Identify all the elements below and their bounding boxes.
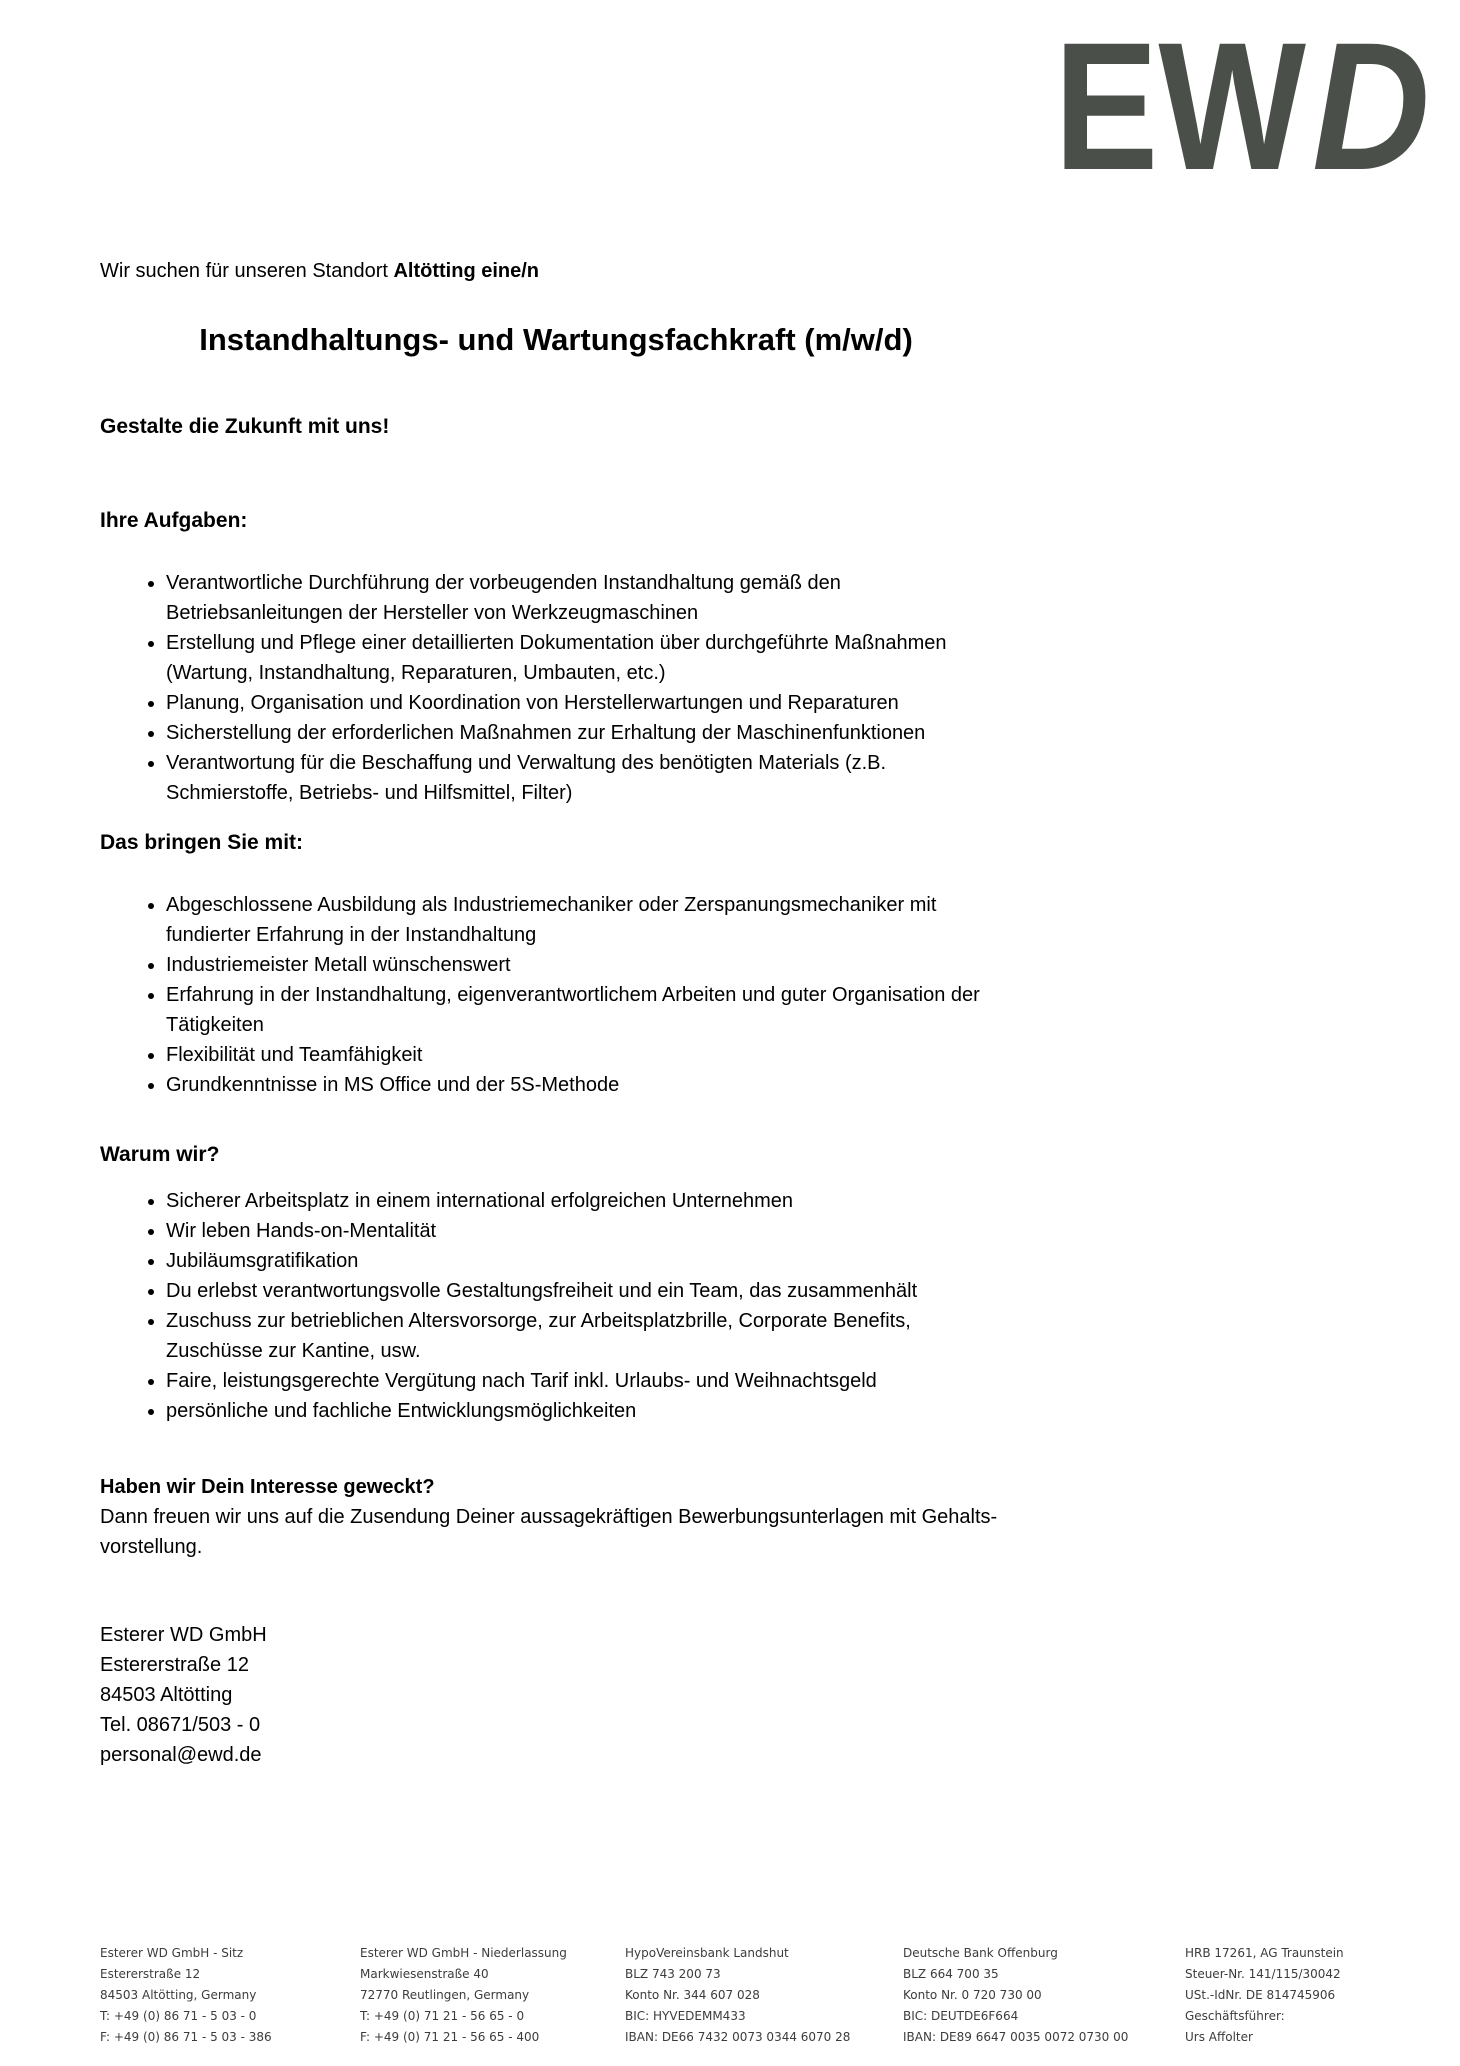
section-benefits-bullet-list [100, 1186, 1012, 1426]
closing-text-line-2: vorstellung. [100, 1536, 203, 1558]
footer-registry-info [1185, 1943, 1445, 2048]
footer-line: F: +49 (0) 86 71 - 5 03 - 386 [100, 2030, 272, 2044]
bullet-item: • Verantwortliche Durchführung der vorbeugenden Instandhaltung gemäß den Betriebsanleitungen der Hersteller von Werkzeugmaschinen [166, 568, 1012, 628]
section-tasks [100, 506, 1012, 808]
footer-line: Urs Affolter [1185, 2030, 1253, 2044]
footer-line: BIC: HYVEDEMM433 [625, 2009, 746, 2023]
intro-location-bold: Altötting eine/n [393, 260, 540, 282]
footer-line: Konto Nr. 344 607 028 [625, 1988, 760, 2002]
footer-line: Geschäftsführer: [1185, 2009, 1285, 2023]
footer-company-hq [100, 1943, 355, 2048]
bullet-item: • Grundkenntnisse in MS Office und der 5S-Methode [166, 1070, 1012, 1100]
section-profile-bullet-list [100, 890, 1012, 1100]
logo-text-ew: EW [1058, 36, 1307, 176]
section-benefits-heading: Warum wir? [100, 1143, 220, 1166]
closing-text-line-1: Dann freuen wir uns auf die Zusendung Deiner aussagekräftigen Bewerbungsunterlagen mit Gehalts- [100, 1506, 998, 1528]
contact-street: Estererstraße 12 [100, 1654, 249, 1676]
bullet-item: • Erfahrung in der Instandhaltung, eigenverantwortlichem Arbeiten und guter Organisation der Tätigkeiten [166, 980, 1012, 1040]
contact-city: 84503 Altötting [100, 1684, 233, 1706]
bullet-item: • Jubiläumsgratifikation [166, 1246, 1012, 1276]
ewd-logo-icon [1058, 36, 1432, 176]
footer-line: Estererstraße 12 [100, 1967, 201, 1981]
footer-line: T: +49 (0) 71 21 - 56 65 - 0 [360, 2009, 525, 2023]
section-tasks-bullet-list [100, 568, 1012, 808]
footer-bank-deutsche-bank [903, 1943, 1180, 2048]
content-column [100, 256, 1012, 1770]
footer-line: Markwiesenstraße 40 [360, 1967, 489, 1981]
footer-line: HypoVereinsbank Landshut [625, 1946, 789, 1960]
intro-regular-text: Wir suchen für unseren Standort [100, 260, 394, 282]
bullet-item: • persönliche und fachliche Entwicklungsmöglichkeiten [166, 1396, 1012, 1426]
bullet-item: • Flexibilität und Teamfähigkeit [166, 1040, 1012, 1070]
section-tasks-heading: Ihre Aufgaben: [100, 509, 248, 532]
bullet-item: • Planung, Organisation und Koordination von Herstellerwartungen und Reparaturen [166, 688, 1012, 718]
footer-line: HRB 17261, AG Traunstein [1185, 1946, 1344, 1960]
ewd-logo [1058, 36, 1432, 176]
closing-block [100, 1472, 1012, 1562]
bullet-item: • Sicherer Arbeitsplatz in einem international erfolgreichen Unternehmen [166, 1186, 1012, 1216]
footer-line: BLZ 664 700 35 [903, 1967, 999, 1981]
logo-text-d: D [1312, 36, 1430, 176]
footer-line: Steuer-Nr. 141/115/30042 [1185, 1967, 1341, 1981]
footer-line: Deutsche Bank Offenburg [903, 1946, 1058, 1960]
footer-branch-office [360, 1943, 620, 2048]
section-benefits [100, 1140, 1012, 1426]
footer-line: IBAN: DE66 7432 0073 0344 6070 28 [625, 2030, 851, 2044]
footer-line: BLZ 743 200 73 [625, 1967, 721, 1981]
bullet-item: • Wir leben Hands-on-Mentalität [166, 1216, 1012, 1246]
bullet-item: • Industriemeister Metall wünschenswert [166, 950, 1012, 980]
footer-line: 72770 Reutlingen, Germany [360, 1988, 530, 2002]
contact-company: Esterer WD GmbH [100, 1624, 267, 1646]
footer-line: IBAN: DE89 6647 0035 0072 0730 00 [903, 2030, 1129, 2044]
bullet-item: • Sicherstellung der erforderlichen Maßnahmen zur Erhaltung der Maschinenfunktionen [166, 718, 1012, 748]
footer-line: Esterer WD GmbH - Niederlassung [360, 1946, 567, 1960]
closing-heading: Haben wir Dein Interesse geweckt? [100, 1476, 435, 1498]
contact-block [100, 1620, 1012, 1770]
footer-line: T: +49 (0) 86 71 - 5 03 - 0 [100, 2009, 257, 2023]
job-title: Instandhaltungs- und Wartungsfachkraft (m/w/d) [199, 322, 913, 357]
bullet-item: • Faire, leistungsgerechte Vergütung nach Tarif inkl. Urlaubs- und Weihnachtsgeld [166, 1366, 1012, 1396]
bullet-item: • Zuschuss zur betrieblichen Altersvorsorge, zur Arbeitsplatzbrille, Corporate Benefits, Zuschüsse zur Kantine, usw. [166, 1306, 1012, 1366]
footer-line: F: +49 (0) 71 21 - 56 65 - 400 [360, 2030, 540, 2044]
intro-line [100, 256, 1012, 286]
footer-line: 84503 Altötting, Germany [100, 1988, 257, 2002]
bullet-item: • Erstellung und Pflege einer detaillierten Dokumentation über durchgeführte Maßnahmen (Wartung, Instandhaltung, Reparaturen, Umbauten, etc.) [166, 628, 1012, 688]
footer-bank-hypovereinsbank [625, 1943, 900, 2048]
contact-email: personal@ewd.de [100, 1744, 262, 1766]
bullet-item: • Abgeschlossene Ausbildung als Industriemechaniker oder Zerspanungsmechaniker mit fundierter Erfahrung in der Instandhaltung [166, 890, 1012, 950]
bullet-item: • Du erlebst verantwortungsvolle Gestaltungsfreiheit und ein Team, das zusammenhält [166, 1276, 1012, 1306]
footer-line: Konto Nr. 0 720 730 00 [903, 1988, 1042, 2002]
footer-line: USt.-IdNr. DE 814745906 [1185, 1988, 1336, 2002]
contact-phone: Tel. 08671/503 - 0 [100, 1714, 261, 1736]
section-profile-heading: Das bringen Sie mit: [100, 831, 304, 854]
tagline: Gestalte die Zukunft mit uns! [100, 415, 390, 438]
footer-line: BIC: DEUTDE6F664 [903, 2009, 1019, 2023]
bullet-item: • Verantwortung für die Beschaffung und Verwaltung des benötigten Materials (z.B. Schmierstoffe, Betriebs- und Hilfsmittel, Filter) [166, 748, 1012, 808]
footer [0, 1943, 1460, 2055]
section-profile [100, 828, 1012, 1100]
footer-line: Esterer WD GmbH - Sitz [100, 1946, 244, 1960]
